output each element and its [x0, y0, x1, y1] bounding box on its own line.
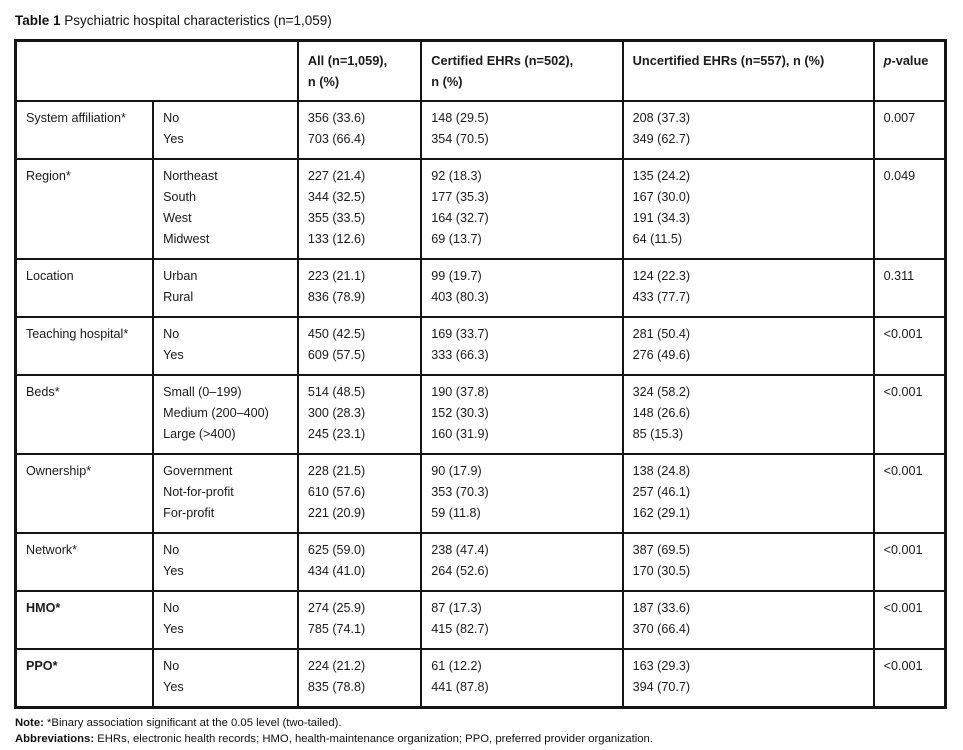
table-row [16, 591, 946, 649]
row-levels [153, 591, 298, 649]
footnote-abbr-text: EHRs, electronic health records; HMO, health-maintenance organization; PPO, preferred provider organization. [94, 732, 653, 745]
all-value: 221 (20.9) [307, 506, 366, 520]
pvalue: <0.001 [883, 659, 923, 673]
row-pvalue [874, 533, 946, 591]
level-label: Rural [163, 290, 194, 304]
table-row [16, 317, 946, 375]
row-uncertified [623, 591, 874, 649]
uncertified-value: 138 (24.8) [632, 464, 691, 478]
uncertified-value: 64 (11.5) [632, 232, 683, 246]
footnote-abbreviations [15, 732, 949, 748]
table-row [16, 533, 946, 591]
characteristic-label: Location [26, 269, 74, 283]
row-characteristic [16, 649, 154, 708]
row-certified [421, 317, 622, 375]
row-characteristic [16, 159, 154, 259]
uncertified-value: 162 (29.1) [632, 506, 691, 520]
all-value: 300 (28.3) [307, 406, 366, 420]
header-pvalue-rest: -value [891, 53, 929, 68]
row-levels [153, 454, 298, 533]
level-label: No [163, 601, 180, 615]
row-levels [153, 101, 298, 159]
certified-value: 190 (37.8) [431, 385, 489, 399]
certified-value: 92 (18.3) [431, 169, 482, 183]
all-value: 245 (23.1) [307, 427, 366, 441]
certified-value: 264 (52.6) [431, 564, 489, 578]
header-uncertified [623, 41, 874, 102]
all-value: 228 (21.5) [307, 464, 366, 478]
row-certified [421, 533, 622, 591]
all-value: 785 (74.1) [307, 622, 366, 636]
certified-value: 169 (33.7) [431, 327, 489, 341]
row-uncertified [623, 159, 874, 259]
header-certified-line1: Certified EHRs (n=502), [431, 53, 574, 68]
header-uncertified-line1: Uncertified EHRs (n=557), n (%) [632, 53, 825, 68]
certified-value: 59 (11.8) [431, 506, 481, 520]
header-blank [16, 41, 298, 102]
level-label: Yes [163, 132, 184, 146]
all-value: 609 (57.5) [307, 348, 366, 362]
row-all [298, 649, 421, 708]
row-characteristic [16, 101, 154, 159]
footnote-note [15, 716, 949, 732]
row-pvalue [874, 317, 946, 375]
row-pvalue [874, 159, 946, 259]
row-uncertified [623, 375, 874, 454]
certified-value: 148 (29.5) [431, 111, 489, 125]
table-title-label: Table 1 [15, 13, 61, 28]
footnote-abbr-label: Abbreviations: [15, 732, 95, 745]
footnote-note-text: *Binary association significant at the 0.05 level (two-tailed). [43, 717, 342, 729]
row-pvalue [874, 649, 946, 708]
level-label: Medium (200–400) [163, 406, 269, 420]
characteristics-table [14, 39, 947, 709]
pvalue: <0.001 [883, 543, 923, 557]
certified-value: 333 (66.3) [431, 348, 489, 362]
level-label: Yes [163, 680, 184, 694]
row-levels [153, 317, 298, 375]
level-label: Small (0–199) [163, 385, 242, 399]
pvalue: <0.001 [883, 464, 923, 478]
row-all [298, 317, 421, 375]
all-value: 625 (59.0) [307, 543, 366, 557]
row-characteristic [16, 454, 154, 533]
certified-value: 403 (80.3) [431, 290, 489, 304]
row-certified [421, 259, 622, 317]
row-all [298, 101, 421, 159]
row-levels [153, 649, 298, 708]
uncertified-value: 324 (58.2) [632, 385, 691, 399]
row-levels [153, 375, 298, 454]
all-value: 224 (21.2) [307, 659, 366, 673]
row-certified [421, 591, 622, 649]
row-characteristic [16, 259, 154, 317]
uncertified-value: 281 (50.4) [632, 327, 691, 341]
row-all [298, 533, 421, 591]
uncertified-value: 394 (70.7) [632, 680, 691, 694]
characteristic-label: PPO* [26, 659, 58, 673]
uncertified-value: 124 (22.3) [632, 269, 691, 283]
all-value: 836 (78.9) [307, 290, 366, 304]
row-levels [153, 259, 298, 317]
level-label: Yes [163, 622, 184, 636]
uncertified-value: 170 (30.5) [632, 564, 691, 578]
header-certified [421, 41, 622, 102]
certified-value: 415 (82.7) [431, 622, 489, 636]
row-levels [153, 159, 298, 259]
level-label: For-profit [163, 506, 215, 520]
all-value: 223 (21.1) [307, 269, 366, 283]
row-uncertified [623, 101, 874, 159]
uncertified-value: 167 (30.0) [632, 190, 691, 204]
uncertified-value: 387 (69.5) [632, 543, 691, 557]
table-row [16, 259, 946, 317]
table-row [16, 375, 946, 454]
pvalue: <0.001 [883, 601, 923, 615]
uncertified-value: 208 (37.3) [632, 111, 691, 125]
row-characteristic [16, 317, 154, 375]
header-row [16, 41, 946, 102]
uncertified-value: 370 (66.4) [632, 622, 691, 636]
level-label: No [163, 111, 180, 125]
certified-value: 238 (47.4) [431, 543, 489, 557]
level-label: West [163, 211, 192, 225]
header-all-line1: All (n=1,059), [307, 53, 388, 68]
uncertified-value: 135 (24.2) [632, 169, 691, 183]
pvalue: 0.049 [883, 169, 916, 183]
certified-value: 90 (17.9) [431, 464, 482, 478]
level-label: Government [163, 464, 233, 478]
pvalue: 0.311 [883, 269, 915, 283]
row-certified [421, 159, 622, 259]
characteristic-label: System affiliation* [26, 111, 126, 125]
row-uncertified [623, 533, 874, 591]
all-value: 610 (57.6) [307, 485, 366, 499]
row-certified [421, 649, 622, 708]
row-certified [421, 454, 622, 533]
header-certified-line2: n (%) [431, 74, 463, 89]
pvalue: 0.007 [883, 111, 916, 125]
uncertified-value: 85 (15.3) [632, 427, 684, 441]
table-title [15, 11, 949, 30]
uncertified-value: 349 (62.7) [632, 132, 691, 146]
characteristic-label: Network* [26, 543, 78, 557]
all-value: 835 (78.8) [307, 680, 366, 694]
certified-value: 61 (12.2) [431, 659, 482, 673]
all-value: 355 (33.5) [307, 211, 366, 225]
all-value: 133 (12.6) [307, 232, 366, 246]
table-row [16, 159, 946, 259]
uncertified-value: 433 (77.7) [632, 290, 691, 304]
row-certified [421, 375, 622, 454]
all-value: 703 (66.4) [307, 132, 366, 146]
level-label: Midwest [163, 232, 210, 246]
uncertified-value: 148 (26.6) [632, 406, 691, 420]
header-pvalue [874, 41, 946, 102]
row-all [298, 454, 421, 533]
table-title-text: Psychiatric hospital characteristics (n=1,059) [60, 13, 332, 28]
table-row [16, 649, 946, 708]
level-label: Yes [163, 348, 184, 362]
uncertified-value: 276 (49.6) [632, 348, 691, 362]
uncertified-value: 191 (34.3) [632, 211, 691, 225]
uncertified-value: 257 (46.1) [632, 485, 691, 499]
row-uncertified [623, 317, 874, 375]
row-characteristic [16, 533, 154, 591]
all-value: 450 (42.5) [307, 327, 366, 341]
row-characteristic [16, 591, 154, 649]
certified-value: 160 (31.9) [431, 427, 489, 441]
row-all [298, 591, 421, 649]
all-value: 434 (41.0) [307, 564, 366, 578]
all-value: 514 (48.5) [307, 385, 366, 399]
level-label: South [163, 190, 197, 204]
row-uncertified [623, 649, 874, 708]
row-certified [421, 101, 622, 159]
row-levels [153, 533, 298, 591]
row-uncertified [623, 259, 874, 317]
characteristic-label: Ownership* [26, 464, 92, 478]
pvalue: <0.001 [883, 385, 923, 399]
certified-value: 152 (30.3) [431, 406, 489, 420]
row-pvalue [874, 375, 946, 454]
certified-value: 354 (70.5) [431, 132, 489, 146]
characteristic-label: HMO* [26, 601, 61, 615]
row-pvalue [874, 454, 946, 533]
characteristic-label: Region* [26, 169, 71, 183]
table-row [16, 101, 946, 159]
uncertified-value: 163 (29.3) [632, 659, 691, 673]
table-body [16, 101, 946, 708]
header-all-line2: n (%) [307, 74, 340, 89]
certified-value: 69 (13.7) [431, 232, 482, 246]
row-pvalue [874, 259, 946, 317]
all-value: 274 (25.9) [307, 601, 366, 615]
level-label: Not-for-profit [163, 485, 234, 499]
certified-value: 99 (19.7) [431, 269, 482, 283]
footnotes [15, 716, 949, 747]
characteristic-label: Teaching hospital* [26, 327, 129, 341]
level-label: Large (>400) [163, 427, 236, 441]
row-pvalue [874, 591, 946, 649]
all-value: 344 (32.5) [307, 190, 366, 204]
certified-value: 177 (35.3) [431, 190, 489, 204]
pvalue: <0.001 [883, 327, 923, 341]
characteristic-label: Beds* [26, 385, 60, 399]
level-label: No [163, 327, 180, 341]
certified-value: 441 (87.8) [431, 680, 489, 694]
certified-value: 87 (17.3) [431, 601, 482, 615]
level-label: Urban [163, 269, 198, 283]
row-all [298, 259, 421, 317]
row-uncertified [623, 454, 874, 533]
row-pvalue [874, 101, 946, 159]
footnote-note-label: Note: [15, 717, 44, 729]
row-all [298, 375, 421, 454]
header-all [298, 41, 421, 102]
level-label: No [163, 543, 180, 557]
level-label: Northeast [163, 169, 218, 183]
all-value: 356 (33.6) [307, 111, 366, 125]
level-label: Yes [163, 564, 184, 578]
header-pvalue-p: p [883, 53, 892, 68]
certified-value: 353 (70.3) [431, 485, 489, 499]
certified-value: 164 (32.7) [431, 211, 489, 225]
level-label: No [163, 659, 180, 673]
row-characteristic [16, 375, 154, 454]
table-row [16, 454, 946, 533]
uncertified-value: 187 (33.6) [632, 601, 691, 615]
all-value: 227 (21.4) [307, 169, 366, 183]
row-all [298, 159, 421, 259]
